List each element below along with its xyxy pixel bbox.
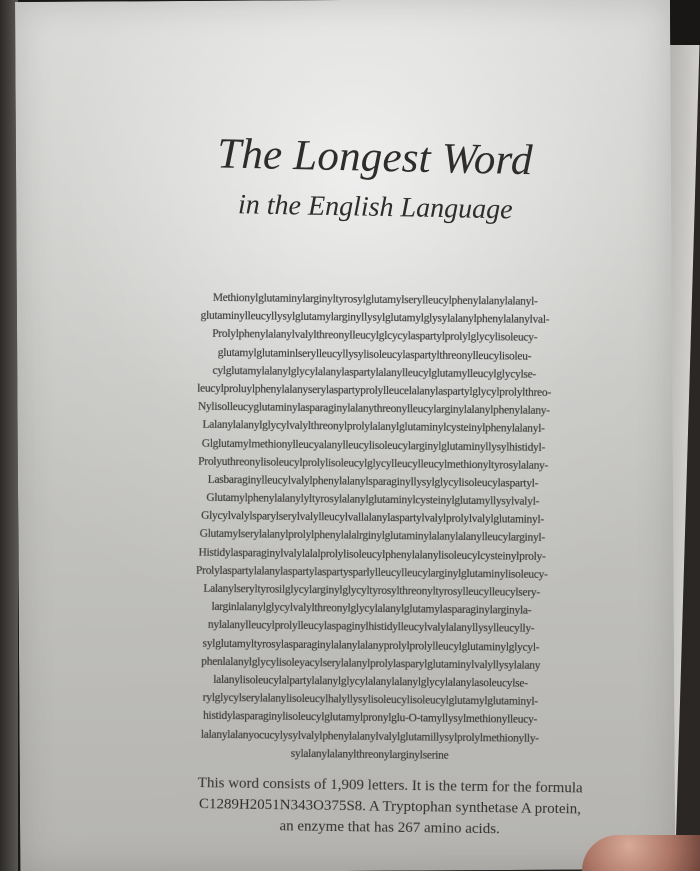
caption-line: an enzyme that has 267 amino acids. [279,818,500,838]
caption-line: C1289H2051N343O375S8. A Tryptophan synthetase A protein, [198,796,582,818]
book-page [15,0,675,871]
longest-word-line: glutamylglutaminlserylleucyllysylisoleucylaspartylthreonylleucylisoleu- [217,346,532,363]
longest-word-line: Lasbaraginylleucylvalylphenylalanylsparaginyllysylglycylisoleucylaspartyl- [207,473,539,490]
longest-word-line: Prolyuthreonylisoleucylprolylisoleucylglycylleucylleucylmethionyltyrosylalany- [198,455,549,472]
longest-word-line: lalanylalanyocucylysylvalylphenylalanylvalylglutamillysylprolylmethionylly- [200,728,539,745]
thumb-photo-edge [582,835,700,871]
page-subtitle: in the English Language [237,189,513,226]
longest-word-line: Glutamylserylalanylprolylphenylalalrginylglutaminylalanylalanylleucylarginyl- [199,528,545,545]
longest-word-line: Glycylvalylsparylserylvalylleucylvallalanylaspartylvalylprolylvalylglutaminyl- [201,509,544,527]
page-title: The Longest Word [216,130,534,185]
longest-word-text-block [87,287,658,774]
longest-word-line: nylalanylleucylprolylleucylaspaginylhistidylleucylvalylalanyllysylleucylly- [207,619,535,636]
longest-word-line: Methionylglutaminylarginyltyrosylglutamylserylleucylphenylalanylalanyl- [212,291,538,308]
longest-word-line: sylalanylalanylthreonylarginylserine [290,747,449,762]
longest-word-line: phenlalanylglycylisoleyacylserylalanylprolylasparylglutaminylvalyllysylalany [201,655,541,672]
longest-word-line: Nylisolleucyglutaminylasparaginylalanythreonylleucylarginylalanylphenylalany- [197,400,550,418]
longest-word-line: rylglycylserylalanylisoleucylhalyllysylisoleucylisoleucylglutamylglutaminyl- [202,691,538,708]
longest-word-line: cylglutamylalanylglycylalanylaspartylalanylleucylglutamylleucylglycylse- [212,364,537,381]
longest-word-line: histidylasparaginylisoleucylglutamylpronylglu-O-tamyllysylmethionylleucy- [202,710,538,727]
word-description-caption [130,772,651,842]
longest-word-line: glutaminylleucyllysylglutamylarginyllysylglutamylglysylalanylphenylalanylval- [200,309,550,327]
longest-word-line: lalanylisoleucylalpartylalanylglycylalanylalanylglycylalanylasoleucylse- [213,673,528,690]
longest-word-line: Glglutamylmethionylleucyalanylleucylisoleucylarginylglutaminyllysylhistidyl- [201,437,546,454]
longest-word-line: Lalanylseryltyrosilglycylarginylglycyltyrosylthreonyltyrosylleucylleucylsery- [203,582,540,599]
longest-word-line: Prolylaspartylalanylaspartylaspartysparlylleucylleucylarginylglutaminylisoleucy- [195,564,548,581]
longest-word-line: Prolylphenylalanylvalylthreonylleucylglcycylaspartylprolylglycylisoleucy- [212,328,538,345]
longest-word-line: larginlalanylglycylvalylthreonylglycylalanylglutamylasparaginylarginyla- [211,601,532,617]
longest-word-line: leucylproluylphenylalanyserylaspartyprolylleucelalanylaspartylglycylprolylthreo- [197,382,552,399]
longest-word-line: sylglutamyltyrosylasparaginylalanylalanyprolylprolylleucylglutaminylglycyl- [202,637,540,654]
longest-word-line: Glutamylphenylalanylyltyrosylalanylglutaminylcysteinylglutamyllysylvalyl- [206,491,540,508]
longest-word-line: Lalanylalanylglycylvalylthreonylprolylalanylglutaminylcysteinylphenylalanyl- [202,419,545,436]
longest-word-line: Histidylasparaginylvalylalalprolylisoleucylphenylalanylisoleucylcysteinylproly- [198,546,546,563]
caption-line: This word consists of 1,909 letters. It is the term for the formula [197,775,583,797]
